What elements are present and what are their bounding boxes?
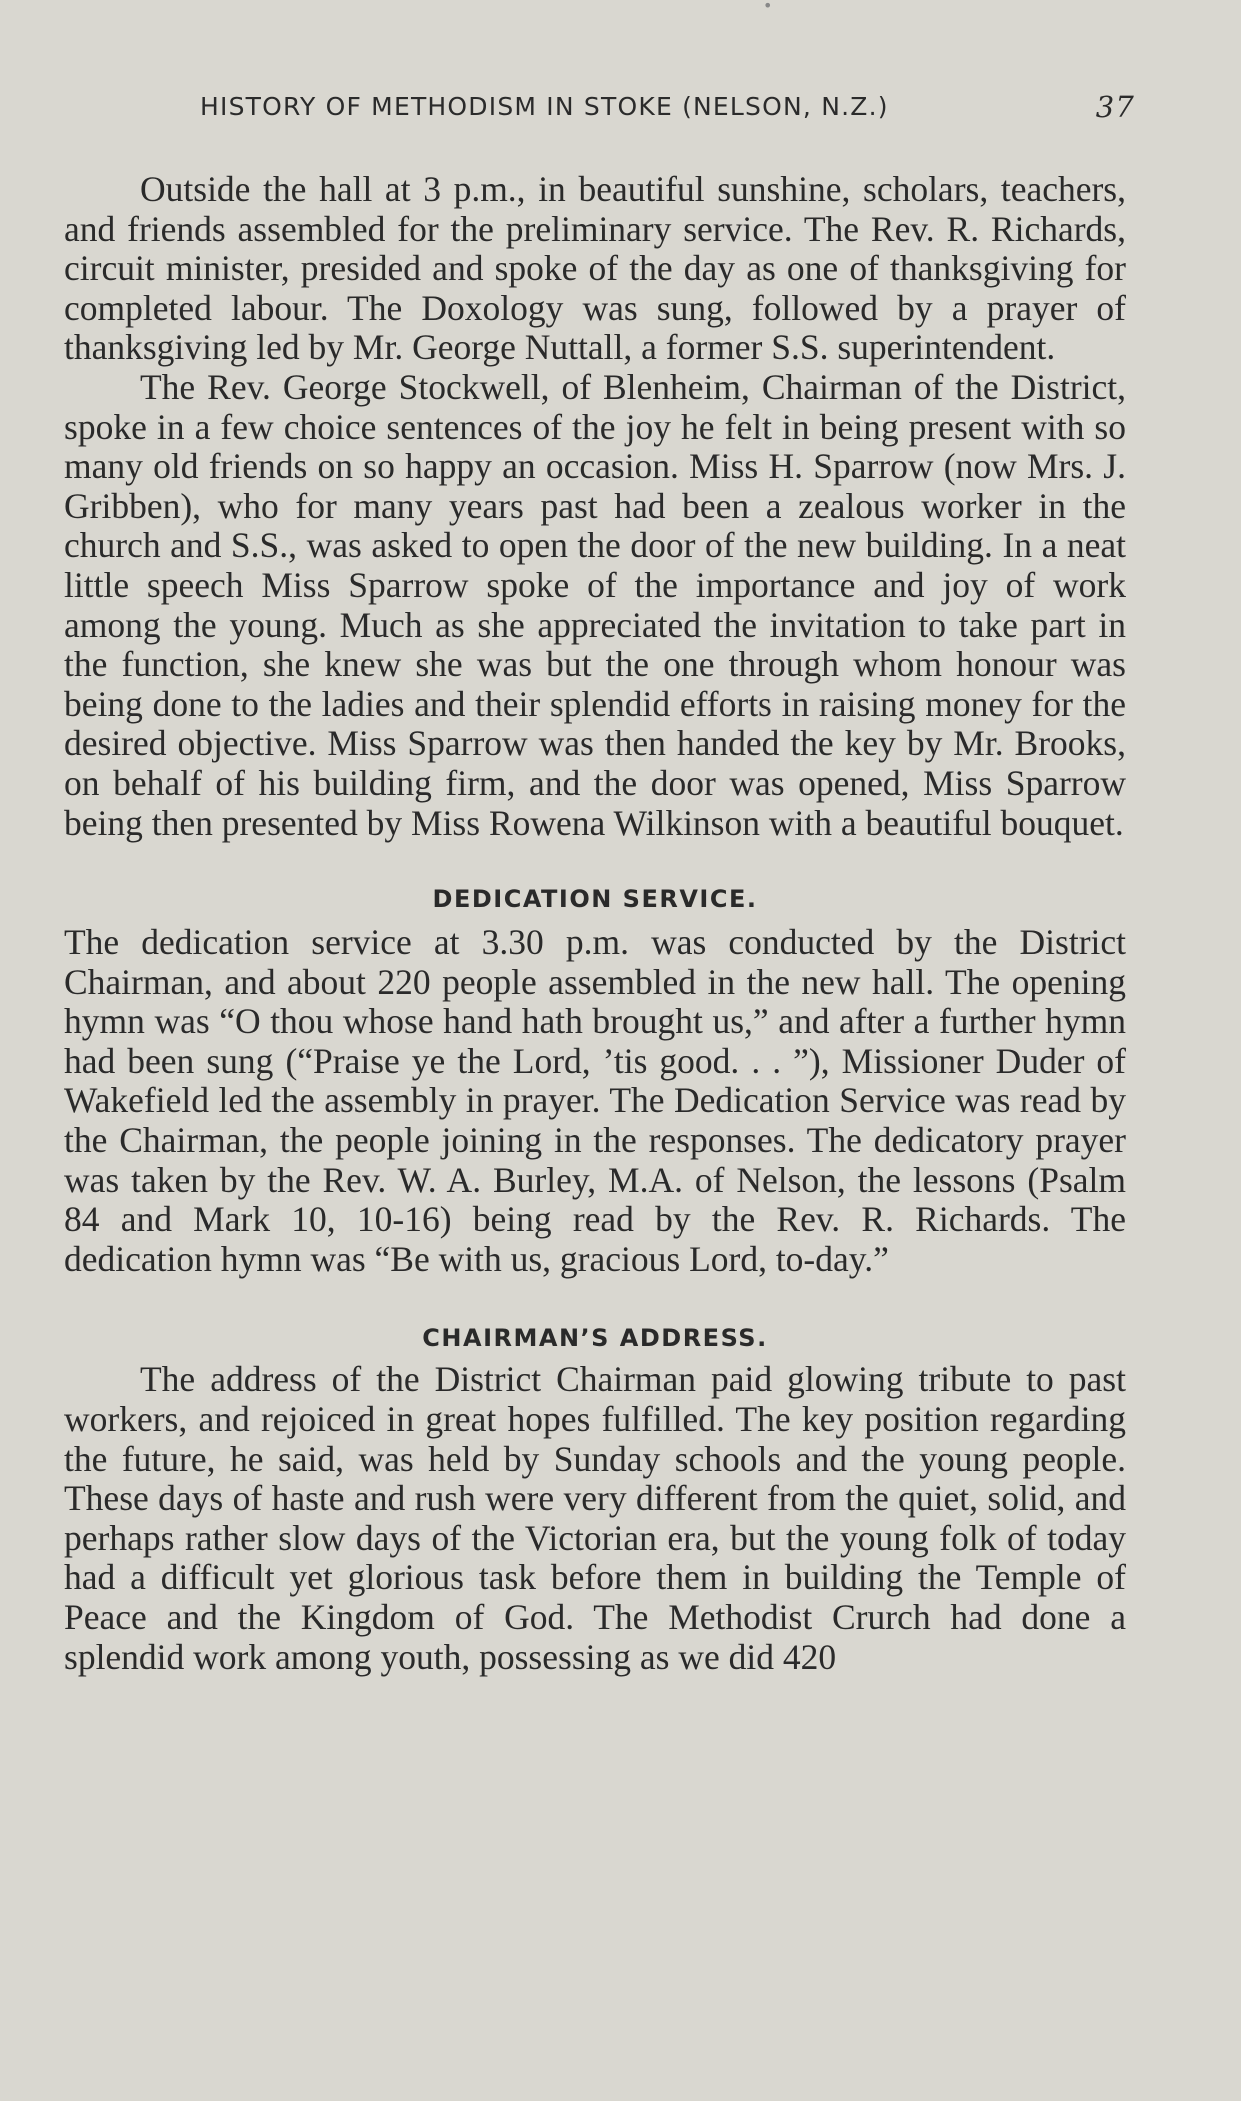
paragraph-preliminary-service: Outside the hall at 3 p.m., in beautiful sunshine, scholars, teachers, and friends assembled for the preliminary service. The Rev. R. Richards, circuit minister, presided and spoke of the day as one of thanksgiving for completed labour. The Doxology was sung, followed by a prayer of thanksgiving led by Mr. George Nuttall, a former S.S. superintendent. [64,169,1126,368]
running-header [200,92,1135,132]
page-number: 37 [1095,90,1135,124]
heading-dedication-service: DEDICATION SERVICE. [432,885,758,914]
paragraph-dedication-service: The dedication service at 3.30 p.m. was conducted by the District Chairman, and about 220 people assembled in the new hall. The opening hymn was “O thou whose hand hath brought us,” and after a further hymn had been sung (“Praise ye the Lord, ’tis good. . . ”), Missioner Duder of Wakefield led the assembly in prayer. The Dedication Service was read by the Chairman, the people joining in the responses. The dedicatory prayer was taken by the Rev. W. A. Burley, M.A. of Nelson, the lessons (Psalm 84 and Mark 10, 10-16) being read by the Rev. R. Richards. The dedication hymn was “Be with us, gracious Lord, to-day.” [64,922,1126,1279]
paper-speck: • [763,0,773,15]
heading-chairmans-address: CHAIRMAN’S ADDRESS. [422,1324,768,1353]
body-text [64,170,1126,1677]
paragraph-opening-door: The Rev. George Stockwell, of Blenheim, Chairman of the District, spoke in a few choice sentences of the joy he felt in being present with so many old friends on so happy an occasion. Miss H. Sparrow (now Mrs. J. Gribben), who for many years past had been a zealous worker in the church and S.S., was asked to open the door of the new building. In a neat little speech Miss Sparrow spoke of the importance and joy of work among the young. Much as she appreciated the invitation to take part in the function, she knew she was but the one through whom honour was being done to the ladies and their splendid efforts in raising money for the desired objective. Miss Sparrow was then handed the key by Mr. Brooks, on behalf of his building firm, and the door was opened, Miss Sparrow being then presented by Miss Rowena Wilkinson with a beautiful bouquet. [64,366,1126,843]
header-title: HISTORY OF METHODISM IN STOKE (NELSON, N.Z.) [200,92,889,121]
paragraph-chairmans-address: The address of the District Chairman paid glowing tribute to past workers, and rejoiced in great hopes fulfilled. The key position regarding the future, he said, was held by Sunday schools and the young people. These days of haste and rush were very different from the quiet, solid, and perhaps rather slow days of the Victorian era, but the young folk of today had a difficult yet glorious task before them in building the Temple of Peace and the Kingdom of God. The Methodist Crurch had done a splendid work among youth, possessing as we did 420 [64,1359,1126,1677]
